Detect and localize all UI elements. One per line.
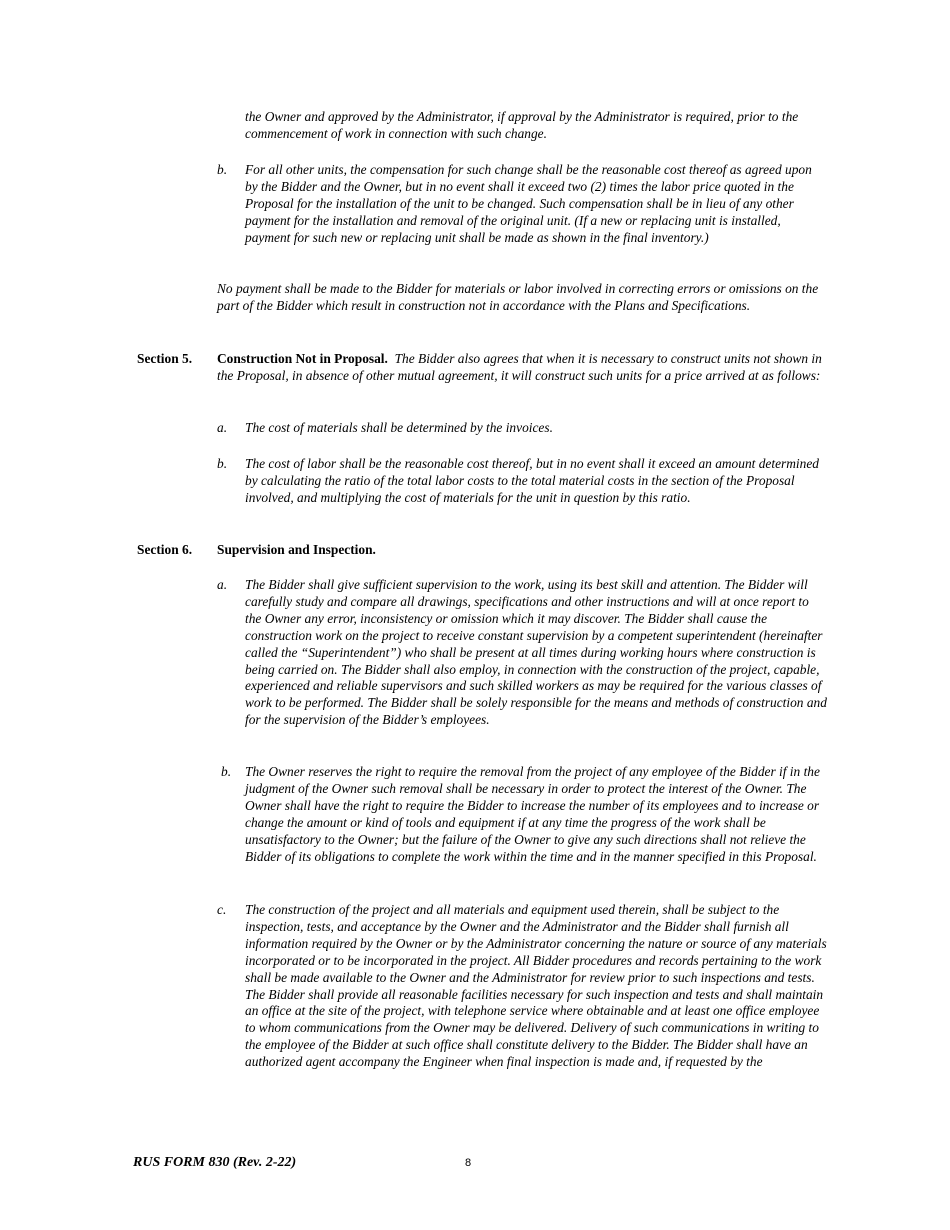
- no-payment-paragraph: No payment shall be made to the Bidder for materials or labor involved in correcting errors or omissions on the part of the Bidder which result in construction not in accordance with the Plans and Specifications.: [217, 281, 819, 313]
- section-5-title: Construction Not in Proposal.: [217, 351, 388, 366]
- section-6-number: Section 6.: [137, 542, 193, 557]
- item-label-6a: a.: [217, 577, 228, 592]
- continuation-paragraph: the Owner and approved by the Administrator, if approval by the Administrator is required, prior to the commencement of work in connection with such change.: [245, 109, 799, 141]
- item-text-6c: The construction of the project and all materials and equipment used therein, shall be subject to the inspection, tests, and acceptance by the Owner and the Administrator and the Bidder shall furnish all information required by the Owner or by the Administrator concerning the nature or source of any materials incorporated or to be incorporated in the project. All Bidder procedures and records pertaining to the work shall be made available to the Owner and the Administrator for review prior to such inspections and tests. The Bidder shall provide all reasonable facilities necessary for such inspection and tests and shall maintain an office at the site of the project, with telephone service where obtainable and at least one office employee to whom communications from the Owner may be delivered. Delivery of such communications in writing to the employee of the Bidder at such office shall constitute delivery to the Bidder. The Bidder shall have an authorized agent accompany the Engineer when final inspection is made and, if requested by the: [245, 902, 827, 1070]
- item-label-5a: a.: [217, 420, 228, 435]
- section-5-number: Section 5.: [137, 351, 193, 366]
- item-text-4b: For all other units, the compensation for such change shall be the reasonable cost thereof as agreed upon by the Bidder and the Owner, but in no event shall it exceed two (2) times the labor price quoted in the Proposal for the installation of the unit to be changed. Such compensation shall be in lieu of any other payment for the installation and removal of the original unit. (If a new or replacing unit is installed, payment for such new or replacing unit shall be made as shown in the final inventory.): [245, 162, 812, 245]
- section-5-intro-text: The Bidder also agrees that when it is necessary to construct units not shown in the Proposal, in absence of other mutual agreement, it will construct such units for a price arrived at as follows:: [217, 351, 822, 383]
- item-text-5a: The cost of materials shall be determined by the invoices.: [245, 420, 553, 435]
- item-label-6b: b.: [221, 764, 232, 779]
- item-label-4b: b.: [217, 162, 228, 177]
- item-label-5b: b.: [217, 456, 228, 471]
- item-label-6c: c.: [217, 902, 227, 917]
- page-number: 8: [465, 1157, 472, 1169]
- item-text-6b: The Owner reserves the right to require the removal from the project of any employee of the Bidder if in the judgment of the Owner such removal shall be necessary in order to protect the interest of the Owner. The Owner shall have the right to require the Bidder to increase the number of its employees and to increase or change the amount or kind of tools and equipment if at any time the progress of the work shall be unsatisfactory to the Owner; but the failure of the Owner to give any such directions shall not relieve the Bidder of its obligations to complete the work within the time and in the manner specified in this Proposal.: [245, 764, 820, 864]
- item-text-5b: The cost of labor shall be the reasonable cost thereof, but in no event shall it exceed an amount determined by calculating the ratio of the total labor costs to the total material costs in the section of the Proposal involved, and multiplying the cost of materials for the unit in question by this ratio.: [245, 456, 819, 505]
- section-5-intro: [217, 351, 827, 385]
- section-6-title: Supervision and Inspection.: [217, 542, 376, 557]
- footer-form-number: RUS FORM 830 (Rev. 2-22): [133, 1155, 297, 1170]
- item-text-6a: The Bidder shall give sufficient supervision to the work, using its best skill and attention. The Bidder will carefully study and compare all drawings, specifications and other instructions and will at once report to the Owner any error, inconsistency or omission which it may discover. The Bidder shall cause the construction work on the project to receive constant supervision by a competent superintendent (hereinafter called the “Superintendent”) who shall be present at all times during working hours where construction is being carried on. The Bidder shall also employ, in connection with the construction of the project, capable, experienced and reliable supervisors and such skilled workers as may be required for the various classes of work to be performed. The Bidder shall be solely responsible for the means and methods of construction and for the supervision of the Bidder’s employees.: [245, 577, 827, 728]
